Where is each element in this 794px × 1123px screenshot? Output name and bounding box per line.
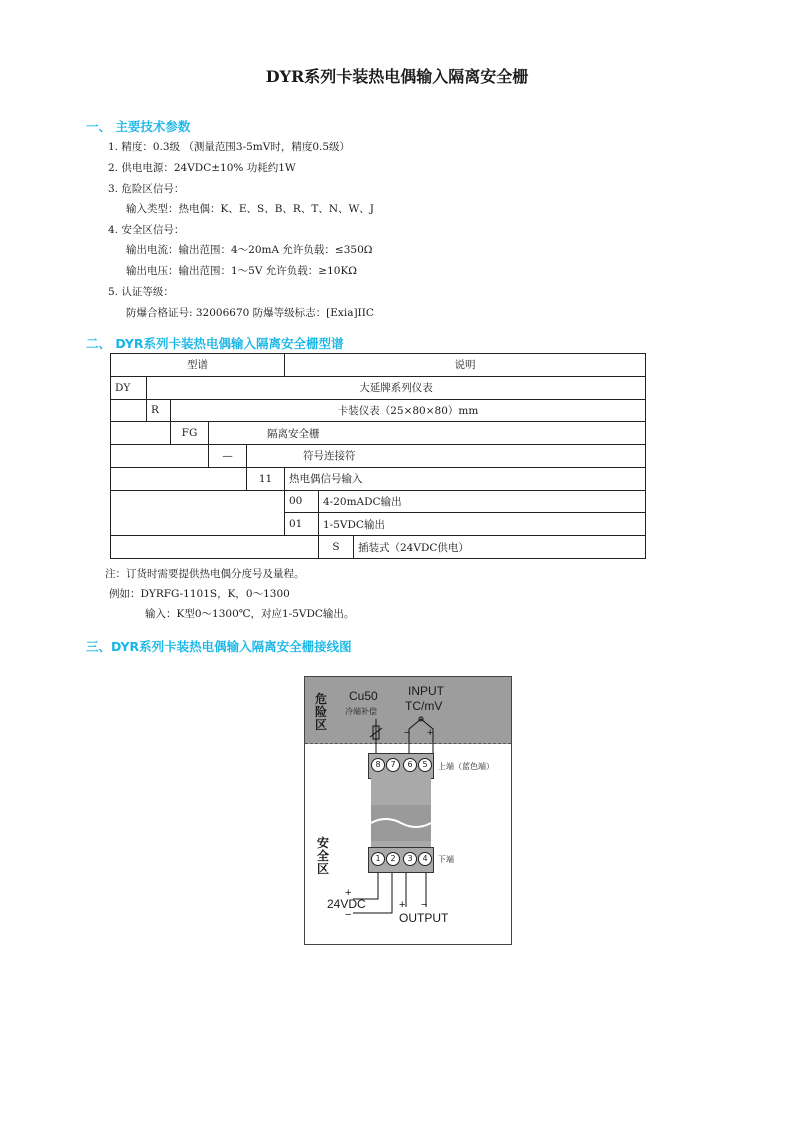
output-plus-sign: + bbox=[399, 899, 406, 911]
desc-cell: 大延牌系列仪表 bbox=[147, 376, 646, 399]
desc-cell: 1-5VDC输出 bbox=[319, 513, 646, 536]
section-heading-model: 二、 DYR系列卡装热电偶输入隔离安全栅型谱 bbox=[86, 336, 344, 351]
spec-line: 输入类型：热电偶：K、E、S、B、R、T、N、W、J bbox=[126, 203, 375, 215]
upper-terminal-label: 上端（蓝色端） bbox=[438, 762, 494, 771]
code-cell: DY bbox=[111, 376, 147, 399]
tc-mv-label: TC/mV bbox=[405, 699, 443, 713]
code-cell: 01 bbox=[285, 513, 319, 536]
code-cell: — bbox=[209, 445, 247, 468]
output-label: OUTPUT bbox=[399, 911, 449, 925]
spec-line: 3. 危险区信号： bbox=[108, 183, 185, 195]
section-heading-wiring: 三、DYR系列卡装热电偶输入隔离安全栅接线图 bbox=[86, 639, 352, 654]
spec-line: 防爆合格证号: 32006670 防爆等级标志：[Exia]IIC bbox=[126, 307, 374, 319]
code-cell: S bbox=[319, 536, 354, 559]
table-row bbox=[111, 445, 646, 468]
code-cell: R bbox=[147, 399, 171, 422]
terminal: 8 bbox=[371, 758, 385, 772]
model-table bbox=[110, 353, 646, 559]
power-label: 24VDC bbox=[327, 897, 366, 911]
example-line: 输入：K型0～1300℃，对应1-5VDC输出。 bbox=[145, 608, 355, 620]
code-cell: 11 bbox=[247, 467, 285, 490]
spec-line: 输出电压：输出范围：1～5V 允许负载：≥10KΩ bbox=[126, 265, 357, 277]
cold-comp-label: 冷端补偿 bbox=[345, 707, 377, 716]
spec-line: 1. 精度：0.3级 （测量范围3-5mV时，精度0.5级） bbox=[108, 141, 351, 153]
desc-cell: 插装式（24VDC供电） bbox=[354, 536, 646, 559]
terminal: 2 bbox=[386, 852, 400, 866]
terminal: 7 bbox=[386, 758, 400, 772]
power-minus-sign: − bbox=[345, 909, 352, 921]
table-row bbox=[111, 536, 646, 559]
lower-terminal-label: 下端 bbox=[438, 855, 454, 864]
input-minus-sign: − bbox=[404, 727, 411, 739]
terminal: 4 bbox=[418, 852, 432, 866]
output-minus-sign: − bbox=[421, 899, 428, 911]
example-line: 例如：DYRFG-1101S，K，0～1300 bbox=[109, 588, 290, 600]
code-cell: 00 bbox=[285, 490, 319, 513]
power-plus-sign: + bbox=[345, 887, 352, 899]
spec-line: 4. 安全区信号： bbox=[108, 224, 185, 236]
table-row bbox=[111, 467, 646, 490]
page-title: DYR系列卡装热电偶输入隔离安全栅 bbox=[265, 67, 529, 86]
table-header-model: 型谱 bbox=[111, 354, 285, 377]
safe-zone-label: 安全区 bbox=[316, 836, 329, 876]
terminal: 5 bbox=[418, 758, 432, 772]
table-header-desc: 说明 bbox=[285, 354, 646, 377]
terminal: 6 bbox=[403, 758, 417, 772]
terminal: 1 bbox=[371, 852, 385, 866]
order-note: 注：订货时需要提供热电偶分度号及量程。 bbox=[105, 568, 305, 580]
wiring-diagram bbox=[304, 676, 512, 945]
input-label: INPUT bbox=[408, 684, 444, 698]
table-row bbox=[111, 490, 646, 513]
danger-zone-label: 危险区 bbox=[314, 692, 327, 732]
table-row bbox=[111, 376, 646, 399]
spec-line: 2. 供电电源：24VDC±10% 功耗约1W bbox=[108, 162, 296, 174]
input-plus-sign: + bbox=[427, 727, 434, 739]
spec-line: 输出电流：输出范围：4～20mA 允许负载：≤350Ω bbox=[126, 244, 373, 256]
table-row bbox=[111, 422, 646, 445]
desc-cell: 符号连接符 bbox=[247, 445, 646, 468]
cu50-label: Cu50 bbox=[349, 689, 378, 703]
table-row bbox=[111, 399, 646, 422]
desc-cell: 卡装仪表（25×80×80）mm bbox=[171, 399, 646, 422]
table-row bbox=[111, 354, 646, 377]
code-cell: FG bbox=[171, 422, 209, 445]
desc-cell: 4-20mADC输出 bbox=[319, 490, 646, 513]
desc-cell: 隔离安全栅 bbox=[209, 422, 646, 445]
section-heading-specs: 一、 主要技术参数 bbox=[86, 119, 191, 134]
desc-cell: 热电偶信号输入 bbox=[285, 467, 646, 490]
terminal: 3 bbox=[403, 852, 417, 866]
spec-line: 5. 认证等级： bbox=[108, 286, 174, 298]
module-body bbox=[371, 777, 431, 805]
